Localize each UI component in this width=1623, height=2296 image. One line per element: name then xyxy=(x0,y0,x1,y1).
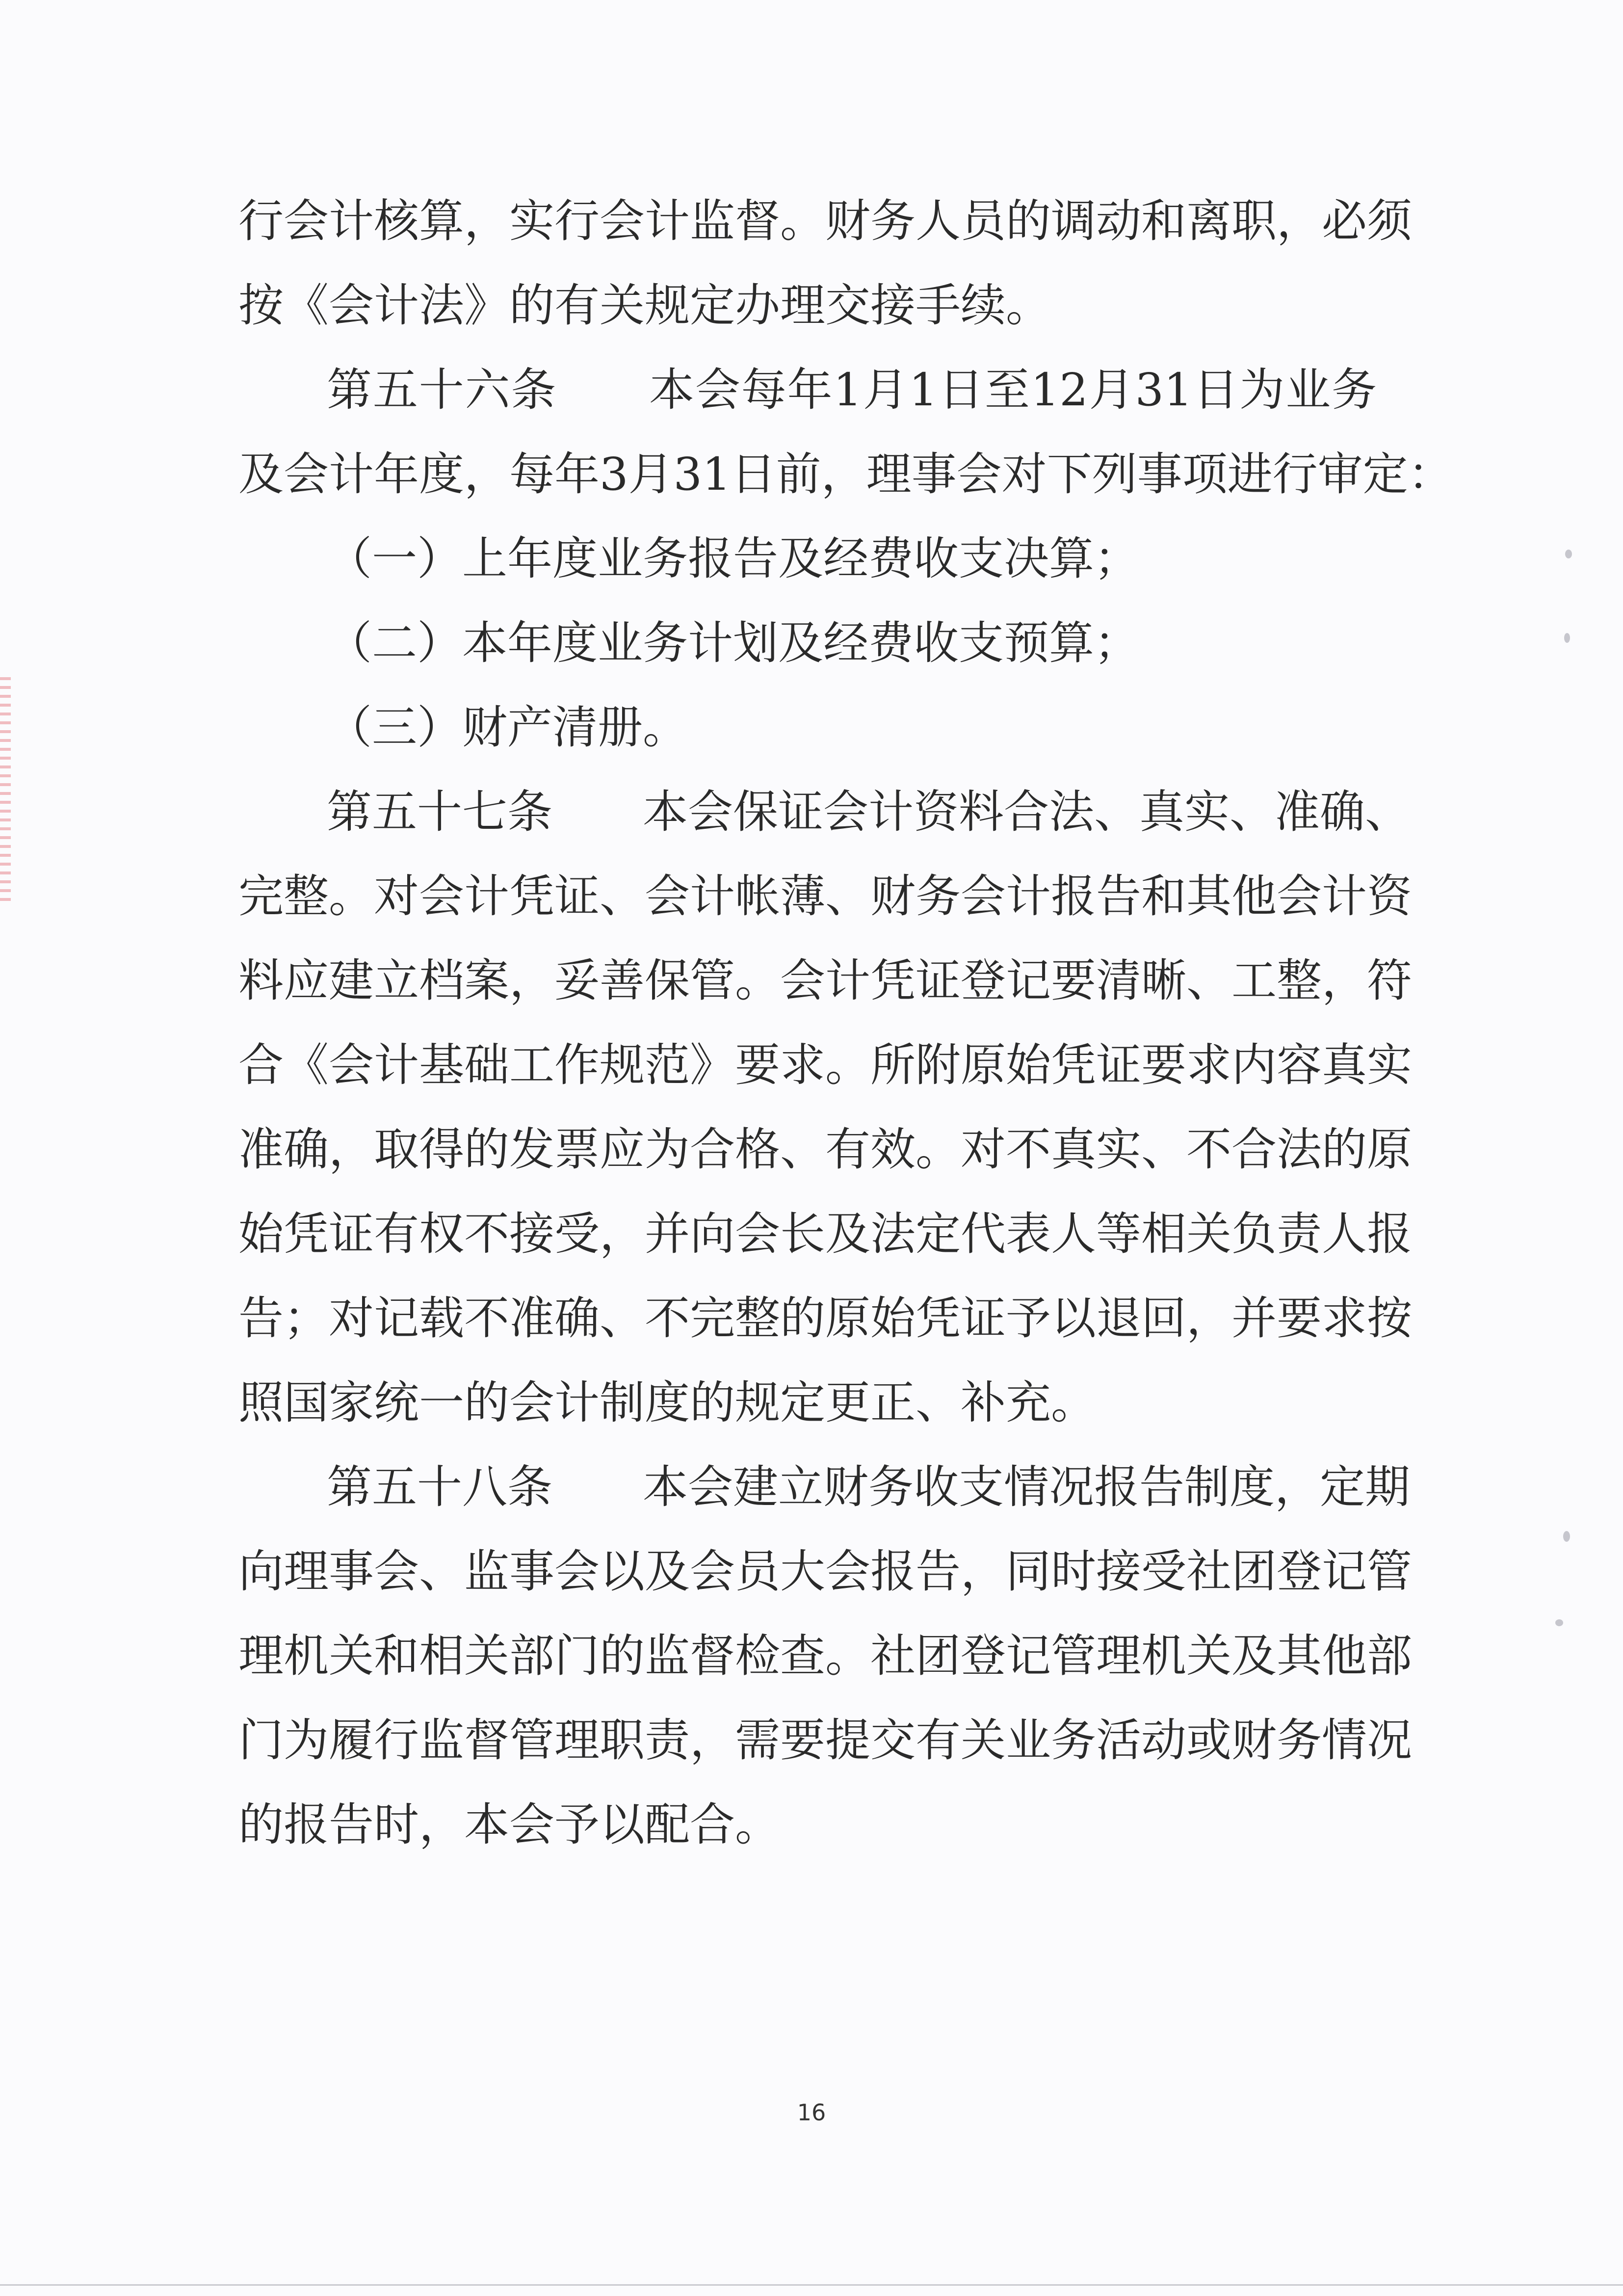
text-line: 门为履行监督管理职责，需要提交有关业务活动或财务情况 xyxy=(238,1714,1413,1767)
text-line: 及会计年度，每年3月31日前，理事会对下列事项进行审定： xyxy=(238,448,1453,501)
scan-artifact-red-mark xyxy=(0,677,11,903)
text-line: 行会计核算，实行会计监督。财务人员的调动和离职，必须 xyxy=(238,195,1413,247)
text-line: 的报告时，本会予以配合。 xyxy=(238,1798,781,1851)
text-line: 告；对记载不准确、不完整的原始凭证予以退回，并要求按 xyxy=(238,1292,1413,1345)
text-line: 准确，取得的发票应为合格、有效。对不真实、不合法的原 xyxy=(238,1123,1413,1176)
scan-speck xyxy=(1564,633,1570,643)
text-line: 向理事会、监事会以及会员大会报告，同时接受社团登记管 xyxy=(238,1545,1413,1598)
text-line: 合《会计基础工作规范》要求。所附原始凭证要求内容真实 xyxy=(238,1039,1413,1091)
article-56-heading-line: 第五十六条 本会每年1月1日至12月31日为业务 xyxy=(327,364,1377,416)
list-item: （一）上年度业务报告及经费收支决算； xyxy=(327,532,1140,585)
list-item: （二）本年度业务计划及经费收支预算； xyxy=(327,617,1140,669)
article-57-heading-line: 第五十七条 本会保证会计资料合法、真实、准确、 xyxy=(327,786,1411,838)
scan-speck xyxy=(1565,550,1572,558)
scan-bottom-edge xyxy=(0,2284,1623,2286)
scan-speck xyxy=(1563,1531,1570,1542)
text-line: 理机关和相关部门的监督检查。社团登记管理机关及其他部 xyxy=(238,1630,1413,1682)
scan-speck xyxy=(1555,1619,1563,1626)
text-line: 始凭证有权不接受，并向会长及法定代表人等相关负责人报 xyxy=(238,1208,1413,1260)
text-line: 完整。对会计凭证、会计帐薄、财务会计报告和其他会计资 xyxy=(238,870,1413,923)
text-line: 按《会计法》的有关规定办理交接手续。 xyxy=(238,279,1051,332)
body-text xyxy=(238,179,1453,1867)
text-line: 料应建立档案，妥善保管。会计凭证登记要清晰、工整，符 xyxy=(238,954,1413,1007)
list-item: （三）财产清册。 xyxy=(327,701,688,754)
page-number: 16 xyxy=(797,2099,826,2126)
article-58-heading-line: 第五十八条 本会建立财务收支情况报告制度，定期 xyxy=(327,1461,1411,1513)
text-line: 照国家统一的会计制度的规定更正、补充。 xyxy=(238,1376,1097,1429)
